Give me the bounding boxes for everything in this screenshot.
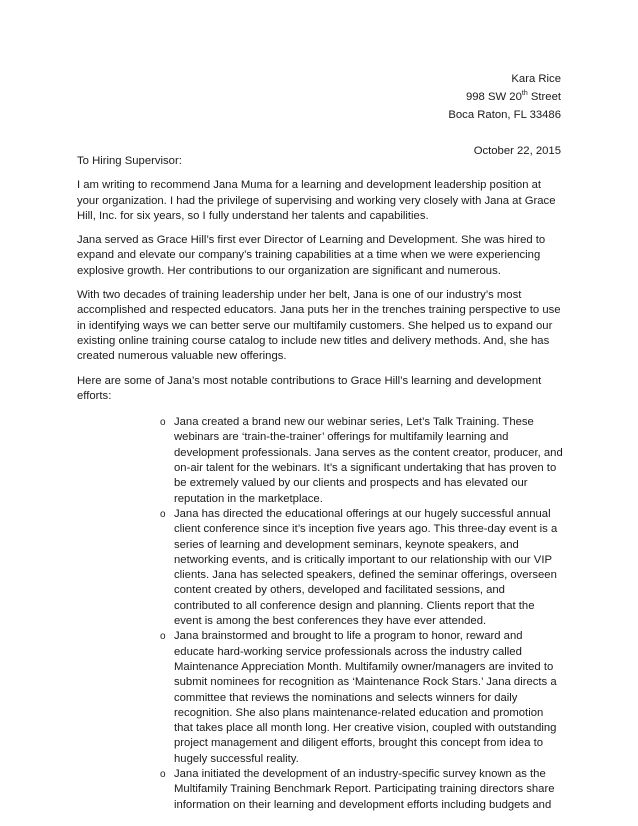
sender-city: Boca Raton, FL 33486 [448, 109, 561, 121]
list-item [77, 629, 563, 767]
sender-name: Kara Rice [511, 73, 561, 85]
street-ordinal: th [521, 90, 528, 98]
street-number: 998 SW 20 [465, 91, 522, 103]
paragraph: Here are some of Jana’s most notable contributions to Grace Hill’s learning and development efforts: [77, 374, 542, 402]
contributions-list [77, 415, 563, 813]
list-item-text: Jana brainstormed and brought to life a program to honor, reward and educate hard-working service professionals across the industry called Maintenance Appreciation Month. Multifamily owner/managers are invited to submit nominees for recognition as ‘Maintenance Rock Stars.’ Jana directs a committee that reviews the nominations and selects winners for daily recognition. She also plans maintenance-related education and promotion that takes place all month long. Her creative vision, coupled with outstanding project management and diligent efforts, brought this concept from idea to hugely successful reality. [174, 630, 557, 765]
paragraph: With two decades of training leadership under her belt, Jana is one of our industry’s most accomplished and respected educators. Jana puts her in the trenches training perspective to use in identifying ways we can better serve our multifamily customers. She helped us to expand our existing online training course catalog to include new titles and delivery methods. And, she has created numerous valuable new offerings. [77, 289, 561, 363]
street-name: Street [527, 91, 561, 103]
paragraph: Jana served as Grace Hill’s first ever Director of Learning and Development. She was hired to expand and elevate our company’s training capabilities at a time when we were experiencing explosive growth. Her contributions to our organization are significant and numerous. [77, 234, 546, 277]
bullet-marker: o [160, 768, 166, 780]
list-item [77, 415, 563, 507]
list-item-text: Jana has directed the educational offerings at our hugely successful annual client conference since it’s inception five years ago. This three-day event is a series of learning and development seminars, keynote speakers, and networking events, and is critically important to our relationship with our VIP clients. Jana has selected speakers, defined the seminar offerings, overseen content created by others, developed and facilitated sessions, and contributed to all conference design and planning. Clients report that the event is among the best conferences they have ever attended. [174, 507, 558, 628]
paragraph: I am writing to recommend Jana Muma for a learning and development leadership position at your organization. I had the privilege of supervising and working very closely with Jana at Grace Hill, Inc. for six years, so I fully understand her talents and capabilities. [77, 179, 556, 222]
bullet-marker: o [160, 508, 166, 520]
letter-date: October 22, 2015 [473, 145, 561, 157]
sender-block [448, 70, 561, 160]
list-item [77, 507, 563, 629]
list-item [77, 767, 563, 813]
bullet-marker: o [160, 631, 166, 643]
sender-street [448, 88, 561, 106]
letter-body [77, 154, 563, 813]
list-item-text: Jana created a brand new our webinar series, Let’s Talk Training. These webinars are ‘train-the-trainer’ offerings for multifamily learning and development professionals. Jana serves as the content creator, producer, and on-air talent for the webinars. It’s a significant undertaking that has proven to be extremely valued by our clients and prospects and has elevated our reputation in the marketplace. [174, 416, 563, 505]
list-item-text: Jana initiated the development of an industry-specific survey known as the Multifamily Training Benchmark Report. Participating training directors share information on their learning and development efforts including budgets and [174, 767, 555, 811]
bullet-marker: o [160, 417, 166, 429]
salutation: To Hiring Supervisor: [77, 155, 182, 167]
